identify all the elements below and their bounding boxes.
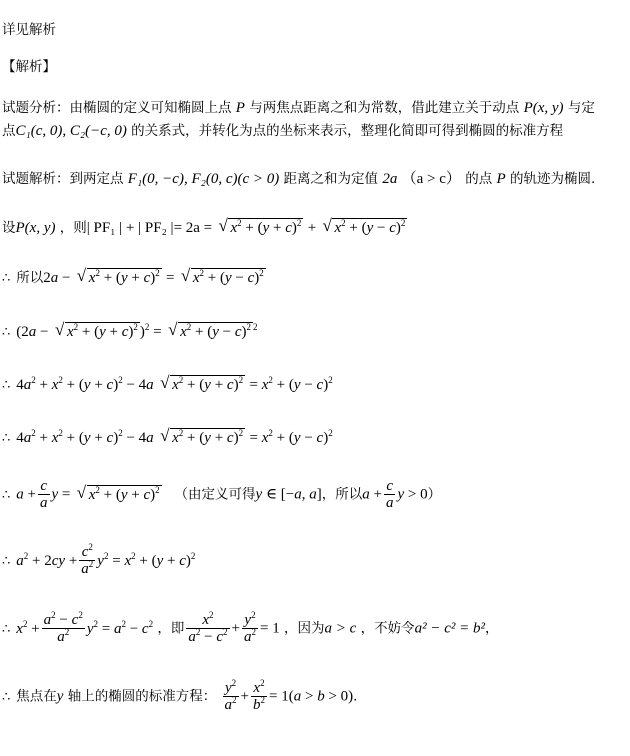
analysis-line-2: 点C₁(c, 0), C₂(−c, 0) 的关系式，并转化为点的坐标来表示，整理化简即可得到椭圆的标准方程 [2, 123, 564, 139]
step-3: ∴ (2a − √ $x^2 + (y + c)^2$ )$^2$ = √ $x^2 + (y - c)^2$ $^2$ [2, 322, 258, 342]
step-4: ∴ $4a^2 + x^2 + (y + c)^2 - 4a$ √ $x^2 + (y + c)^2 = x^2 + (y - c)^2$ [2, 375, 333, 395]
step-6: ∴ a + $\frac{c}{a}$ y = √ $x^2 + (y + c)^2$ （由定义可得y ∈ [−a, a]，所以a + $\frac{c}{a}$ y > 0） [2, 478, 441, 511]
step-9: ∴ 焦点在y 轴上的椭圆的标准方程： $\frac{y^2}{a^2}$ + $\frac{x^2}{b^2}$ = 1(a > b > 0). [2, 678, 358, 713]
solution-line: 试题解析：到两定点 F₁(0, −c), F₂(0, c)(c > 0) 距离之和为定值 2a （a > c） 的点 P 的轨迹为椭圆. [2, 171, 596, 187]
step-8: ∴ $x^2$ + $\frac{a^2 - c^2}{a^2}$ $y^2 = a^2 - c^2$ ，即 $\frac{x^2}{a^2 - c^2}$ + $\frac{y^2}{a^2}$ = 1 ，因为a > c ，不妨令a² − c² = b²， [2, 610, 499, 645]
analysis-line-1: 试题分析：由椭圆的定义可知椭圆上点 P 与两焦点距离之和为常数，借此建立关于动点 P(x, y) 与定 [2, 100, 595, 116]
solution-label: 试题解析： [2, 171, 70, 187]
step-1: 设P(x, y) ，则| PF₁ | + | PF₂ |= 2a = √ $x^2 + (y + c)^2$ + √ $x^2 + (y - c)^2$ [2, 218, 407, 238]
page-title: 详见解析 [2, 22, 56, 38]
step-2: ∴ 所以2a − √ $x^2 + (y + c)^2$ = √ $x^2 + (y - c)^2$ [2, 268, 266, 288]
step-7: ∴ $a^2 + 2cy$ + $\frac{c^2}{a^2}$ $y^2 = x^2 + (y + c)^2$ [2, 542, 196, 577]
analysis-label: 试题分析： [2, 100, 70, 116]
step-5: ∴ $4a^2 + x^2 + (y + c)^2 - 4a$ √ $x^2 + (y + c)^2 = x^2 + (y - c)^2$ [2, 428, 333, 448]
section-heading: 【解析】 [2, 59, 56, 75]
